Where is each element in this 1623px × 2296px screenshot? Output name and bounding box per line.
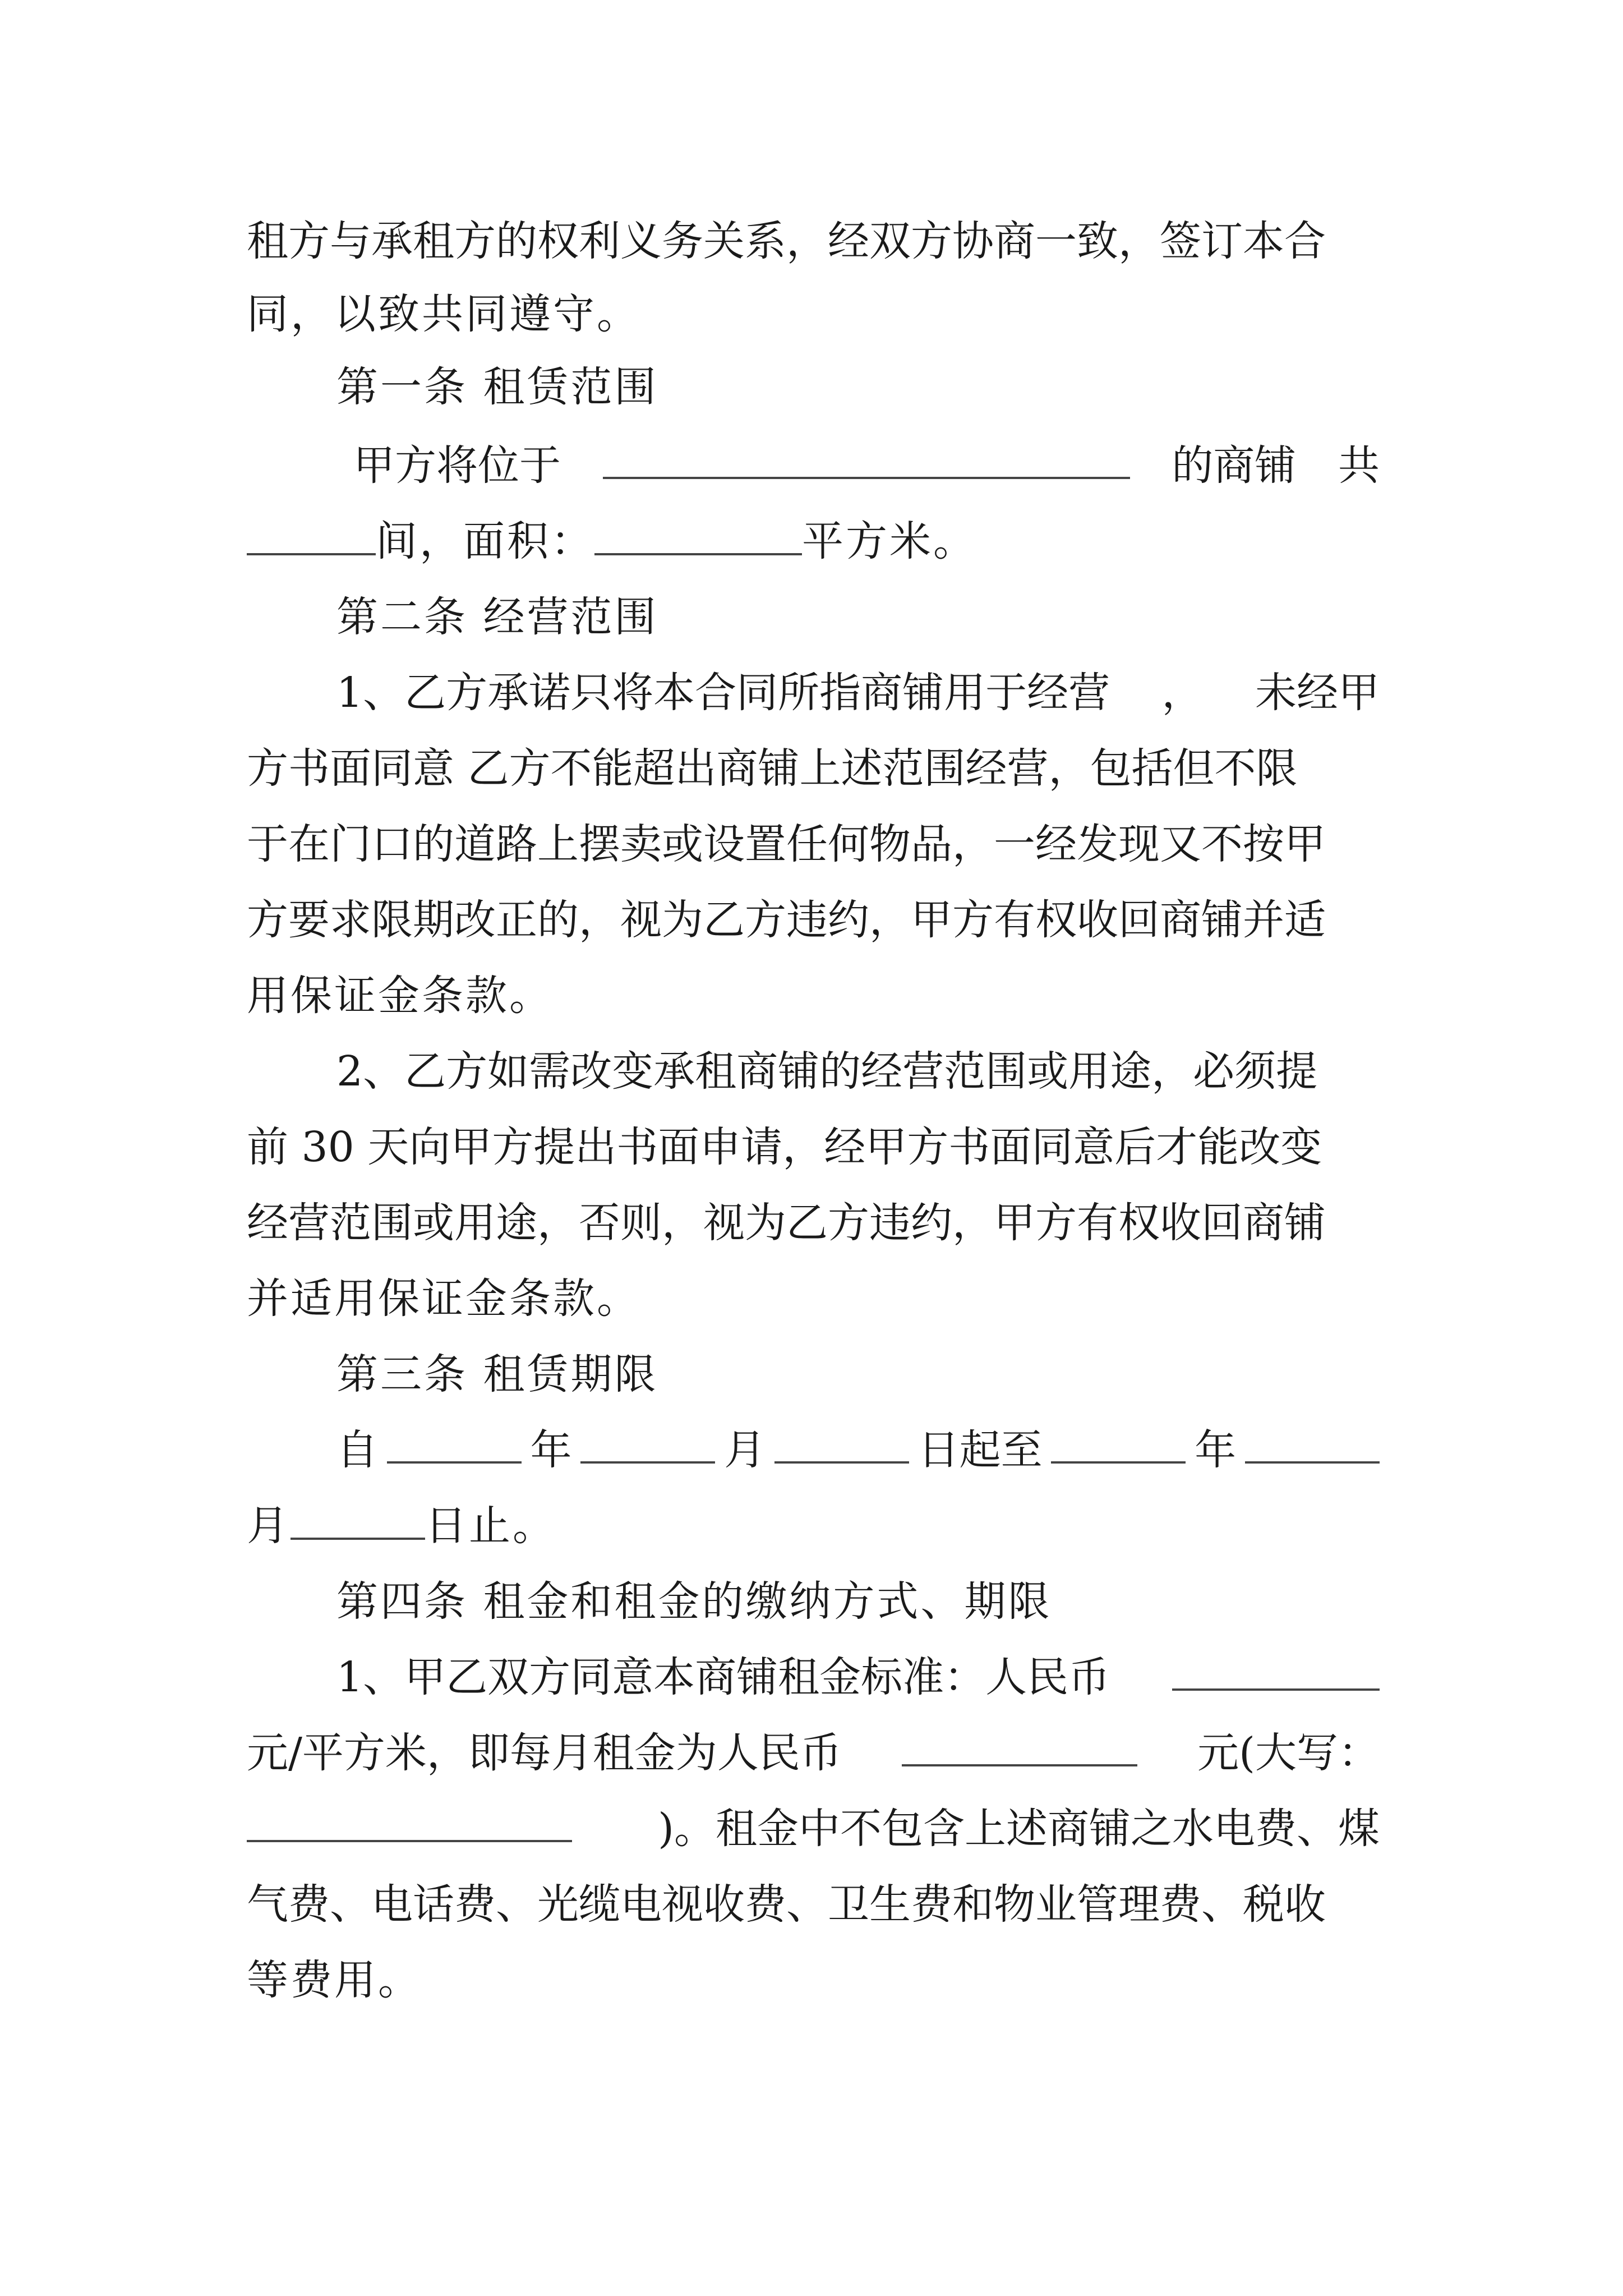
text: 2、乙方如需改变承租商铺的经营范围或用途，必须提 xyxy=(336,1047,1318,1096)
text: 元/平方米，即每月租金为人民币 xyxy=(247,1729,842,1777)
paragraph-line xyxy=(247,1801,1380,1857)
blank-area xyxy=(594,514,802,555)
text: 共 xyxy=(1338,441,1380,490)
paragraph-line xyxy=(247,286,640,342)
paragraph-line xyxy=(247,665,1380,721)
text: 月 xyxy=(247,1502,291,1550)
text: )。租金中不包含上述商铺之水电费、煤 xyxy=(658,1805,1380,1853)
blank-rent-in-words xyxy=(247,1801,572,1842)
paragraph-line xyxy=(247,513,977,569)
text: 第一条 租赁范围 xyxy=(336,363,658,411)
paragraph-line xyxy=(247,1725,1380,1781)
article-3-title xyxy=(336,1346,658,1402)
text: ， xyxy=(1161,669,1204,717)
paragraph-line xyxy=(247,1271,640,1327)
article-1-title xyxy=(336,359,658,415)
paragraph-line xyxy=(247,740,1380,797)
text: 第二条 经营范围 xyxy=(336,593,658,641)
blank-rent-per-sqm xyxy=(1172,1649,1380,1691)
text: 前 30 天向甲方提出书面申请，经甲方书面同意后才能改变 xyxy=(247,1123,1322,1171)
text: 1、甲乙双方同意本商铺租金标准：人民币 xyxy=(336,1653,1110,1701)
blank-start-day xyxy=(774,1422,909,1464)
text: 气费、电话费、光缆电视收费、卫生费和物业管理费、税收 xyxy=(247,1880,1326,1929)
paragraph-line xyxy=(247,1649,1380,1705)
text: 于在门口的道路上摆卖或设置任何物品，一经发现又不按甲 xyxy=(247,820,1326,868)
text: 用保证金条款。 xyxy=(247,972,553,1020)
paragraph-line xyxy=(247,1119,1380,1175)
text: 年 xyxy=(1195,1426,1237,1474)
paragraph-line xyxy=(247,816,1380,872)
blank-end-day xyxy=(291,1498,425,1540)
text: 第三条 租赁期限 xyxy=(336,1350,658,1398)
text: 间，面积： xyxy=(376,517,594,565)
paragraph-line xyxy=(247,1195,1380,1251)
blank-start-year xyxy=(387,1422,522,1464)
paragraph-line xyxy=(247,1952,422,2008)
paragraph-line xyxy=(247,438,1380,494)
paragraph-line xyxy=(336,1043,1380,1099)
text: 第四条 租金和租金的缴纳方式、期限 xyxy=(336,1577,1052,1626)
blank-monthly-rent xyxy=(902,1725,1137,1766)
text: 的商铺 xyxy=(1172,441,1297,490)
paragraph-line xyxy=(247,1876,1380,1932)
text: 甲方将位于 xyxy=(353,441,561,490)
text: 并适用保证金条款。 xyxy=(247,1274,640,1323)
blank-end-year xyxy=(1051,1422,1186,1464)
paragraph-line xyxy=(247,1422,1380,1478)
text: 日起至 xyxy=(917,1426,1043,1474)
text: 元(大写： xyxy=(1197,1729,1380,1777)
text: 经营范围或用途，否则，视为乙方违约，甲方有权收回商铺 xyxy=(247,1199,1326,1247)
article-2-title xyxy=(336,589,658,645)
blank-room-count xyxy=(247,514,376,555)
text: 年 xyxy=(530,1426,572,1474)
text: 平方米。 xyxy=(802,517,977,565)
text: 同，以致共同遵守。 xyxy=(247,290,640,338)
paragraph-line xyxy=(247,968,553,1024)
text: 日止。 xyxy=(425,1502,556,1550)
text: 等费用。 xyxy=(247,1956,422,2004)
text: 自 xyxy=(336,1426,378,1474)
text: 方书面同意 乙方不能超出商铺上述范围经营，包括但不限 xyxy=(247,744,1298,793)
blank-location xyxy=(603,438,1130,479)
blank-end-month xyxy=(1245,1422,1380,1464)
article-4-title xyxy=(336,1573,1052,1630)
text: 租方与承租方的权利义务关系，经双方协商一致，签订本合 xyxy=(247,217,1326,265)
text: 未经甲 xyxy=(1255,669,1380,717)
paragraph-line xyxy=(247,1498,556,1554)
text: 方要求限期改正的，视为乙方违约，甲方有权收回商铺并适 xyxy=(247,896,1326,944)
text: 1、乙方承诺只将本合同所指商铺用于经营 xyxy=(336,669,1110,717)
paragraph-line xyxy=(247,213,1380,269)
paragraph-line xyxy=(247,892,1380,948)
text: 月 xyxy=(724,1426,766,1474)
blank-start-month xyxy=(580,1422,715,1464)
